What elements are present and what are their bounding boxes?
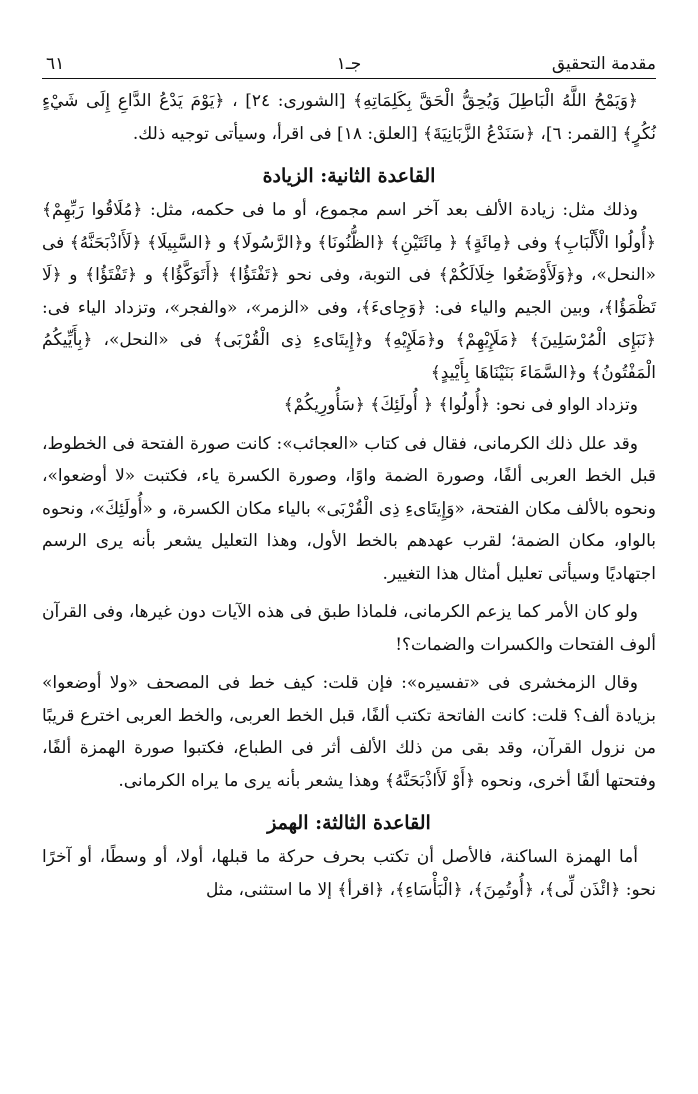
paragraph-objection: ولو كان الأمر كما يزعم الكرمانى، فلماذا طبق فى هذه الآيات دون غيرها، وفى القرآن ألوف الفتحات والكسرات والضمات؟! bbox=[42, 602, 656, 655]
page bbox=[42, 52, 656, 906]
section-heading-addition: القاعدة الثانية: الزيادة bbox=[262, 165, 436, 187]
paragraph-hamza: أما الهمزة الساكنة، فالأصل أن تكتب بحرف حركة ما قبلها، أولا، أو وسطًا، أو آخرًا نحو: ﴿ائْذَن لِّى﴾، ﴿أُوتُمِنَ﴾، ﴿الْبَأْسَاءِ﴾، ﴿اقرأ﴾ إلا ما استثنى، مثل bbox=[42, 847, 656, 900]
paragraph-quran-examples: ﴿وَيَمْحُ اللَّهُ الْبَاطِلَ وَيُحِقُّ الْحَقَّ بِكَلِمَاتِهِ﴾ [الشورى: ٢٤] ، ﴿يَوْمَ يَدْعُ الدَّاعِ إِلَى شَيْءٍ نُكُرٍ﴾ [القمر: ٦]، ﴿سَنَدْعُ الزَّبَانِيَةَ﴾ [العلق: ١٨] فى اقرأ، وسيأتى توجيه ذلك. bbox=[42, 91, 656, 144]
running-header bbox=[42, 52, 656, 78]
header-rule bbox=[42, 78, 656, 79]
paragraph-waw-addition: وتزداد الواو فى نحو: ﴿أُولُوا﴾ ﴿ أُولَئِكَ﴾ ﴿سَأُورِيكُمْ﴾ bbox=[283, 395, 638, 415]
page-number: ٦١ bbox=[46, 54, 65, 74]
paragraph-zamakhshari: وقال الزمخشرى فى «تفسيره»: فإن قلت: كيف خط فى المصحف «ولا أوضعوا» بزيادة ألف؟ قلت: كانت الفاتحة تكتب ألفًا، قبل الخط العربى، والخط العربى اخترع قريبًا من نزول القرآن، وقد بقى من ذلك الألف أثر فى الطباع، فكتبوا صورة الهمزة ألفًا، وفتحتها ألفًا أخرى، ونحوه ﴿أَوْ لَأَاذْبَحَنَّهُ﴾ وهذا يشعر بأنه يرى ما يراه الكرمانى. bbox=[42, 673, 656, 791]
chapter-title: مقدمة التحقيق bbox=[551, 54, 656, 74]
paragraph-kirmani: وقد علل ذلك الكرمانى، فقال فى كتاب «العجائب»: كانت صورة الفتحة فى الخطوط، قبل الخط العربى ألفًا، وصورة الضمة واوًا، وصورة الكسرة ياء، فكتبت «لا أوضعوا»، ونحوه بالألف مكان الفتحة، «وَإِيتَاىءِ ذِى الْقُرْبَى» بالياء مكان الكسرة، و «أُولَئِكَ»، ونحوه بالواو، مكان الضمة؛ لقرب عهدهم بالخط الأول، وهذا التعليل يشعر بأنه يرى الرسم اجتهاديًا وسيأتى تعليل أمثال هذا التغيير. bbox=[42, 433, 656, 584]
volume-label: جـ١ bbox=[336, 54, 362, 74]
paragraph-addition-examples: وذلك مثل: زيادة الألف بعد آخر اسم مجموع، أو ما فى حكمه، مثل: ﴿مُلَاقُوا رَبِّهِمْ﴾ ﴿أُولُوا الْأَلْبَابِ﴾ وفى ﴿مِائَةٍ﴾ ﴿ مِائَتَيْنِ﴾ ﴿الظُّنُونَا﴾ و﴿الرَّسُولَا﴾ و ﴿السَّبِيلَا﴾ ﴿لَأَاذْبَحَنَّهُ﴾ فى «النحل»، و﴿وَلَأَوْضَعُوا خِلَالَكُمْ﴾ فى التوبة، وفى نحو ﴿تَفْتَؤُا﴾ ﴿أَتَوَكَّؤُا﴾ و ﴿تَفْتَؤُا﴾ و ﴿لَا تَظْمَؤُا﴾، وبين الجيم والياء فى: ﴿وَجِاىءَ﴾، وفى «الزمر»، «والفجر»، وتزداد الياء فى: ﴿نَبَإِى الْمُرْسَلِينَ﴾ ﴿مَلَإِيْهِمْ﴾ و﴿مَلَإِيْهِ﴾ و﴿إِيتَاىءِ ذِى الْقُرْبَى﴾ فى «النحل»، ﴿بِأَيِّيكُمُ الْمَفْتُونُ﴾ و﴿السَّمَاءَ بَنَيْنَاهَا بِأَيْيدٍ﴾ bbox=[42, 200, 656, 383]
section-heading-hamza: القاعدة الثالثة: الهمز bbox=[267, 812, 431, 834]
